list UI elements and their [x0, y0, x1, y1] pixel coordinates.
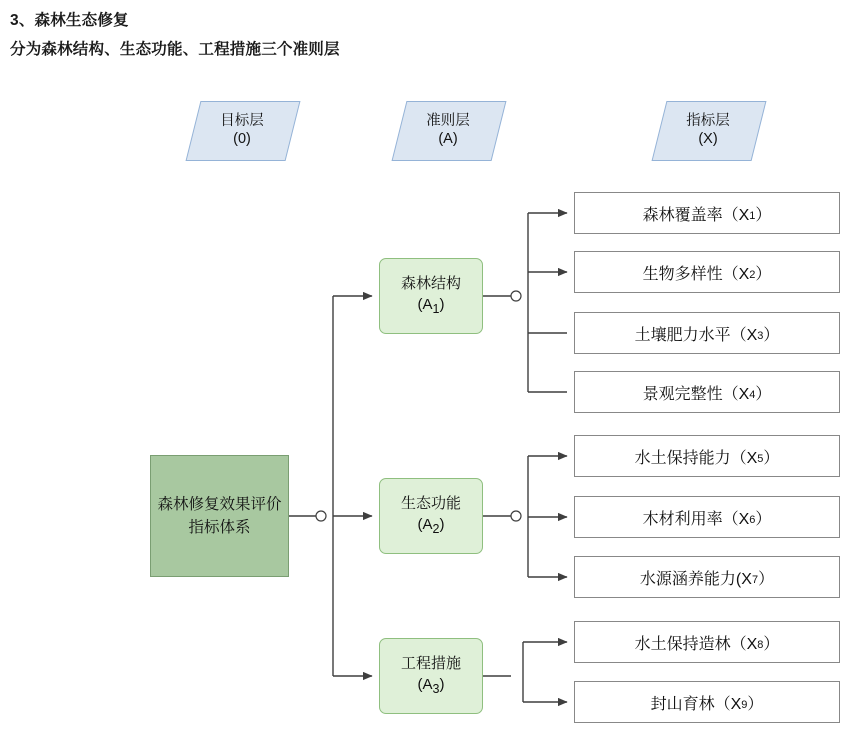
- criteria-node-a3: [379, 638, 483, 714]
- index-node-x2: [574, 251, 840, 293]
- criteria-node-a1-code-suffix: ): [439, 295, 445, 313]
- index-node-x3-label: 土壤肥力水平（X: [634, 326, 758, 344]
- index-node-x7: [574, 556, 840, 598]
- layer-header-criteria-label: 准则层: [426, 112, 470, 129]
- criteria-node-a2-label: 生态功能: [400, 495, 461, 513]
- index-node-x7-tail: ）: [758, 570, 775, 588]
- criteria-node-a2-code-prefix: (A: [417, 515, 433, 533]
- layer-header-criteria-sub: (A): [438, 131, 458, 147]
- criteria-node-a1-code-prefix: (A: [417, 295, 433, 313]
- index-node-x5-sub: 5: [757, 453, 764, 465]
- goal-node-label: 森林修复效果评价指标体系: [157, 495, 282, 536]
- index-node-x8-label: 水土保持造林（X: [634, 635, 758, 653]
- index-node-x8-sub: 8: [757, 639, 764, 651]
- index-node-x5: [574, 435, 840, 477]
- criteria-node-a2-code: [418, 515, 445, 538]
- index-node-x2-label: 生物多样性（X: [642, 265, 750, 283]
- index-node-x5-tail: ）: [763, 449, 780, 467]
- index-node-x2-sub: 2: [749, 269, 756, 281]
- index-node-x1: [574, 192, 840, 234]
- index-node-x2-tail: ）: [755, 265, 772, 283]
- layer-header-index: [659, 101, 757, 159]
- index-node-x4-sub: 4: [749, 389, 756, 401]
- criteria-node-a3-code-suffix: ): [439, 675, 445, 693]
- index-node-x8: [574, 621, 840, 663]
- criteria-node-a3-code-sub: 3: [432, 681, 440, 696]
- criteria-node-a3-code: [418, 675, 445, 698]
- heading-line-2: 分为森林结构、生态功能、工程措施三个准则层: [10, 41, 340, 58]
- index-node-x9-tail: ）: [747, 695, 764, 713]
- layer-header-index-sub: (X): [698, 131, 718, 147]
- index-node-x5-label: 水土保持能力（X: [634, 449, 758, 467]
- criteria-node-a2-code-sub: 2: [432, 521, 440, 536]
- index-node-x1-label: 森林覆盖率（X: [642, 206, 750, 224]
- criteria-node-a1-label: 森林结构: [400, 275, 461, 293]
- index-node-x7-label: 水源涵养能力(X: [639, 570, 752, 588]
- index-node-x1-tail: ）: [755, 206, 772, 224]
- index-node-x7-sub: 7: [751, 574, 759, 586]
- index-node-x9-label: 封山育林（X: [650, 695, 742, 713]
- criteria-node-a1: [379, 258, 483, 334]
- criteria-node-a1-code-sub: 1: [432, 301, 440, 316]
- index-node-x6-tail: ）: [755, 510, 772, 528]
- criteria-node-a3-code-prefix: (A: [417, 675, 433, 693]
- index-node-x9-sub: 9: [741, 699, 748, 711]
- layer-header-index-label: 指标层: [686, 112, 730, 129]
- layer-header-criteria: [399, 101, 497, 159]
- index-node-x9: [574, 681, 840, 723]
- layer-header-goal: [193, 101, 291, 159]
- goal-node: [150, 455, 289, 577]
- criteria-node-a2: [379, 478, 483, 554]
- index-node-x4-label: 景观完整性（X: [642, 385, 750, 403]
- index-node-x6-sub: 6: [749, 514, 756, 526]
- criteria-node-a2-code-suffix: ): [439, 515, 445, 533]
- index-node-x8-tail: ）: [763, 635, 780, 653]
- index-node-x3-sub: 3: [757, 330, 764, 342]
- layer-header-goal-sub: (0): [233, 131, 251, 147]
- index-node-x4: [574, 371, 840, 413]
- index-node-x3: [574, 312, 840, 354]
- criteria-node-a3-label: 工程措施: [400, 655, 461, 673]
- index-node-x1-sub: 1: [749, 210, 756, 222]
- criteria-node-a1-code: [418, 295, 445, 318]
- index-node-x4-tail: ）: [755, 385, 772, 403]
- index-node-x6-label: 木材利用率（X: [642, 510, 750, 528]
- index-node-x6: [574, 496, 840, 538]
- heading-line-1: 3、森林生态修复: [10, 12, 129, 29]
- index-node-x3-tail: ）: [763, 326, 780, 344]
- layer-header-goal-label: 目标层: [220, 112, 264, 129]
